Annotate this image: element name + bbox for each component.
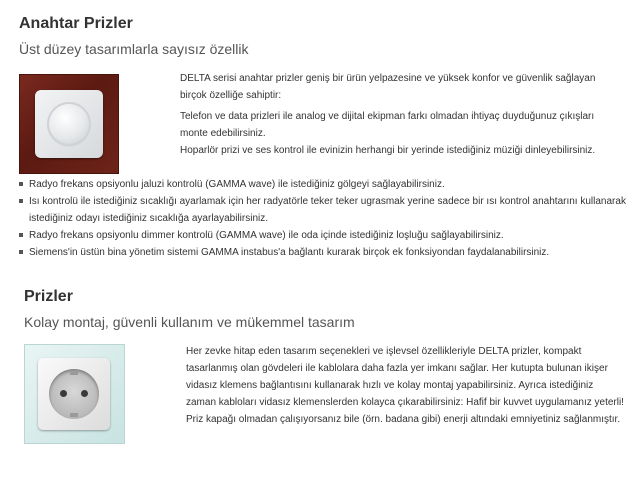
list-item: Radyo frekans opsiyonlu jaluzi kontrolü (GAMMA wave) ile istediğiniz gölgeyi sağlayabilirsiniz. [18,176,630,193]
socket-pin-hole-right [81,390,88,397]
section-title-sockets: Prizler [24,288,73,305]
section-subtitle-sockets: Kolay montaj, güvenli kullanım ve mükemmel tasarım [24,314,355,330]
socket-plate [38,358,110,430]
socket-pin-hole-left [60,390,67,397]
section-title-switches: Anahtar Prizler [19,15,133,32]
list-item: Isı kontrolü ile istediğiniz sıcaklığı ayarlamak için her radyatörle teker teker ugrasmak yerine sadece bir ısı kontrol anahtarını kullanarak istediğiniz odayı istediğiniz sıcaklığa ayarlayabilirsiniz. [18,193,630,227]
socket-product-image [24,344,125,444]
switch-plate [35,90,103,158]
switches-para-speaker: Hoparlör prizi ve ses kontrol ile evinizin herhangi bir yerinde istediğiniz müziği dinleyebilirsiniz. [180,145,596,156]
switches-intro: DELTA serisi anahtar prizler geniş bir ürün yelpazesine ve yüksek konfor ve güvenlik sağlayan birçok özelliğe sahiptir: [180,73,596,101]
sockets-body: Her zevke hitap eden tasarım seçenekleri ve işlevsel özellikleriyle DELTA prizler, kompakt tasarlanmış olan gövdeleri ile kablolara daha fazla yer imkanı sağlar. Her kutupta bulunan ikişer vidasız klemens bağlantısını kullanarak hızlı ve kolay montaj yapabilirsiniz. Ayrıca istediğiniz zaman kabloları vidasız klemenslerden kolayca çıkarabilirsiniz: Hafif bir kuvvet uygulamanız yeterli! Priz kapağı olmadan çalışıyorsanız bile (örn. badana gibi) enerji altındaki emniyetiniz sağlanmıştır. [186,346,624,425]
earth-clip-bottom [70,413,78,417]
list-item: Radyo frekans opsiyonlu dimmer kontrolü (GAMMA wave) ile oda içinde istediğiniz loşluğu sağlayabilirsiniz. [18,227,630,244]
schuko-socket-icon [49,369,99,419]
rotary-dimmer-switch-icon [49,104,89,144]
switch-features-list [18,176,630,261]
switch-product-image [19,74,119,174]
switches-para-telephone: Telefon ve data prizleri ile analog ve dijital ekipman farkı olmadan ihtiyaç duyduğunuz çıkışları monte edebilirsiniz. [180,111,595,139]
list-item: Siemens'in üstün bina yönetim sistemi GAMMA instabus'a bağlantı kurarak birçok ek fonksiyondan faydalanabilirsiniz. [18,244,630,261]
section-subtitle-switches: Üst düzey tasarımlarla sayısız özellik [19,41,249,57]
earth-clip-top [70,371,78,375]
